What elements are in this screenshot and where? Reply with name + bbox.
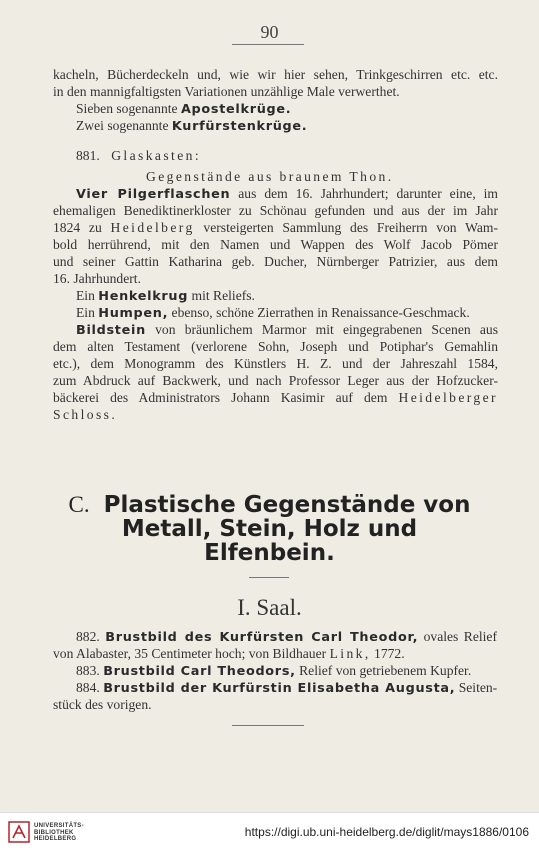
paragraph-line: etc.), dem Monogramm des Künstlers H. Z. und der Jahreszahl 1584, (53, 356, 498, 371)
room-heading: I. Saal. (237, 595, 302, 620)
text: mit Reliefs. (188, 288, 255, 303)
text: bäckerei des Administrators Johann Kasimir auf dem (53, 390, 399, 405)
bold-term: Vier Pilgerflaschen (76, 187, 231, 202)
section-title-line-1: Plastische Gegenstände von (103, 492, 471, 518)
text: von bräunlichem Marmor mit eingegrabenen Scenen aus (145, 322, 498, 337)
item-number: 883. (76, 663, 100, 678)
item-number: 882. (76, 629, 100, 644)
bold-term: Brustbild des Kurfürsten Carl Theodor, (105, 630, 419, 645)
bold-term: Brustbild Carl Theodors, (103, 664, 296, 679)
viewer-footer (0, 812, 539, 852)
paragraph-line (53, 389, 498, 406)
item-884-line: stück des vorigen. (53, 697, 152, 712)
apostle-jugs-line (76, 100, 291, 118)
text: von Alabaster, 35 Centimeter hoch; von Bildhauer (53, 646, 330, 661)
paragraph-line (76, 287, 255, 305)
text: Relief von getriebenem Kupfer. (295, 663, 472, 678)
university-library-logo-icon (8, 821, 30, 843)
text: Ein (76, 288, 99, 303)
page-number: 90 (260, 22, 279, 42)
bold-term: Brustbild der Kurfürstin Elisabetha Augusta, (103, 681, 456, 696)
item-title: Glaskasten: (111, 148, 202, 163)
footer-rule (232, 725, 304, 726)
text: aus dem 16. Jahrhundert; darunter eine, im (230, 186, 498, 201)
header-rule (232, 44, 304, 45)
text: 1824 zu (53, 220, 111, 235)
item-number: 884. (76, 680, 100, 695)
item-number: 881. (76, 148, 100, 163)
paragraph-line: zum Abdruck auf Backwerk, und nach Professor Leger aus der Hofzucker- (53, 373, 498, 388)
item-881-subtitle: Gegenstände aus braunem Thon. (146, 169, 394, 184)
bold-term: Henkelkrug (98, 289, 189, 304)
item-881-heading (76, 147, 201, 164)
paragraph-line (76, 304, 470, 322)
intro-line: in den mannigfaltigsten Variationen unzählige Male verwerthet. (53, 84, 400, 99)
library-name-line: BIBLIOTHEK (34, 829, 74, 836)
bold-term: Bildstein (76, 323, 146, 338)
spaced-word: Heidelberger (398, 390, 498, 405)
item-883-line (76, 662, 471, 680)
paragraph-line: dem alten Testament (verlorene Sohn, Joseph und Potiphar's Gemahlin (53, 339, 498, 354)
text: ovales Relief (418, 629, 497, 644)
bold-term: Apostelkrüge. (180, 102, 292, 117)
text: 1772. (370, 646, 405, 661)
spaced-word: Heidelberg (110, 220, 195, 235)
bold-term: Kurfürstenkrüge. (171, 119, 308, 134)
text: Ein (76, 305, 99, 320)
text: ebenso, schöne Zierrathen in Renaissance-Geschmack. (168, 305, 470, 320)
section-rule (249, 577, 289, 578)
paragraph-line (76, 185, 498, 203)
paragraph-line: 16. Jahrhundert. (53, 271, 141, 286)
item-882-line (76, 628, 497, 646)
electors-jugs-line (76, 117, 307, 135)
spaced-word: Link, (329, 646, 371, 661)
text: Seiten- (455, 680, 498, 695)
text: versteigerten Sammlung des Freiherrn von Wam- (194, 220, 498, 235)
item-884-line (76, 679, 497, 697)
library-name-line: UNIVERSITÄTS- (34, 823, 84, 829)
paragraph-line: Schloss. (53, 407, 118, 422)
paragraph-line (53, 219, 498, 236)
paragraph-line (76, 321, 498, 339)
section-letter: C. (68, 492, 90, 517)
permalink-url[interactable]: https://digi.ub.uni-heidelberg.de/diglit/mays1886/0106 (244, 825, 529, 839)
bold-term: Humpen, (98, 306, 169, 321)
text: Sieben sogenannte (76, 101, 181, 116)
item-882-line (53, 645, 405, 662)
paragraph-line: und seiner Gattin Katharina geb. Ducher, Nürnberger Patrizier, aus dem (53, 254, 498, 269)
library-name-line: HEIDELBERG (34, 836, 77, 842)
paragraph-line: ehemaligen Benediktinerkloster zu Schönau gefunden und aus der im Jahr (53, 203, 498, 218)
text: Zwei sogenannte (76, 118, 172, 133)
library-name (34, 823, 84, 843)
intro-line: kacheln, Bücherdeckeln und, wie wir hier sehen, Trinkgeschirren etc. etc. (53, 67, 498, 82)
section-title-line-3: Elfenbein. (204, 540, 335, 566)
section-title-line-2: Metall, Stein, Holz und (121, 516, 418, 542)
paragraph-line: bold herrührend, mit den Namen und Wappen des Wolf Jacob Pömer (53, 237, 498, 252)
